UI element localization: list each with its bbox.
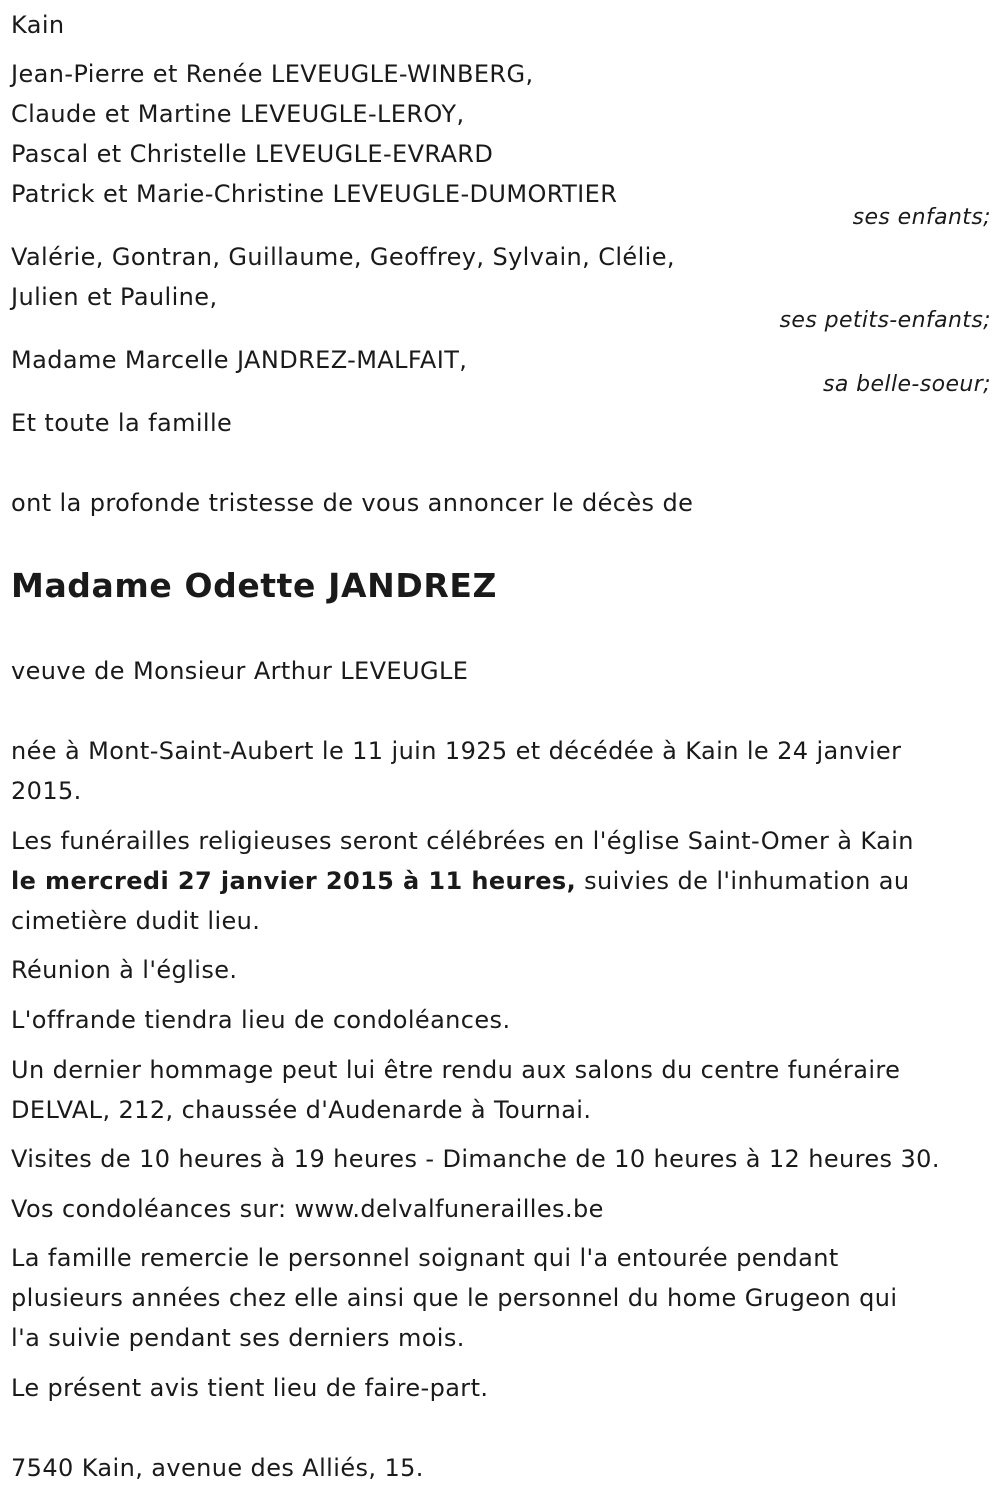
place-heading: Kain	[11, 11, 65, 39]
thanks-line: plusieurs années chez elle ainsi que le personnel du home Grugeon qui	[11, 1284, 898, 1312]
family-line: Et toute la famille	[11, 409, 233, 437]
birth-death-line: née à Mont-Saint-Aubert le 11 juin 1925 et décédée à Kain le 24 janvier	[11, 737, 902, 765]
children-line: Pascal et Christelle LEVEUGLE-EVRARD	[11, 140, 494, 168]
grandchildren-line: Julien et Pauline,	[11, 283, 218, 311]
condolences-line: Vos condoléances sur: www.delvalfunerailles.be	[11, 1195, 604, 1223]
birth-death-line: 2015.	[11, 777, 82, 805]
children-line: Jean-Pierre et Renée LEVEUGLE-WINBERG,	[11, 60, 534, 88]
funeral-line-rest: suivies de l'inhumation au	[576, 867, 910, 895]
obituary-notice	[11, 0, 991, 1502]
address-line: 7540 Kain, avenue des Alliés, 15.	[11, 1454, 424, 1482]
sister-in-law-role: sa belle-soeur;	[823, 372, 991, 397]
children-line: Patrick et Marie-Christine LEVEUGLE-DUMORTIER	[11, 180, 618, 208]
offering-line: L'offrande tiendra lieu de condoléances.	[11, 1006, 511, 1034]
visits-line: Visites de 10 heures à 19 heures - Dimanche de 10 heures à 12 heures 30.	[11, 1145, 940, 1173]
announcement-line: ont la profonde tristesse de vous annoncer le décès de	[11, 489, 694, 517]
funeral-line: cimetière dudit lieu.	[11, 907, 261, 935]
tribute-line: DELVAL, 212, chaussée d'Audenarde à Tournai.	[11, 1096, 592, 1124]
funeral-line	[11, 866, 910, 896]
children-role: ses enfants;	[852, 205, 991, 230]
sister-in-law-line: Madame Marcelle JANDREZ-MALFAIT,	[11, 346, 468, 374]
children-line: Claude et Martine LEVEUGLE-LEROY,	[11, 100, 465, 128]
thanks-line: l'a suivie pendant ses derniers mois.	[11, 1324, 465, 1352]
grandchildren-line: Valérie, Gontran, Guillaume, Geoffrey, Sylvain, Clélie,	[11, 243, 675, 271]
grandchildren-role: ses petits-enfants;	[779, 308, 991, 333]
widow-of-line: veuve de Monsieur Arthur LEVEUGLE	[11, 657, 469, 685]
deceased-name: Madame Odette JANDREZ	[11, 566, 498, 605]
meeting-line: Réunion à l'église.	[11, 956, 238, 984]
tribute-line: Un dernier hommage peut lui être rendu aux salons du centre funéraire	[11, 1056, 901, 1084]
funeral-line: Les funérailles religieuses seront célébrées en l'église Saint-Omer à Kain	[11, 827, 914, 855]
faire-part-line: Le présent avis tient lieu de faire-part.	[11, 1374, 489, 1402]
funeral-date: le mercredi 27 janvier 2015 à 11 heures,	[11, 867, 577, 895]
thanks-line: La famille remercie le personnel soignant qui l'a entourée pendant	[11, 1244, 839, 1272]
